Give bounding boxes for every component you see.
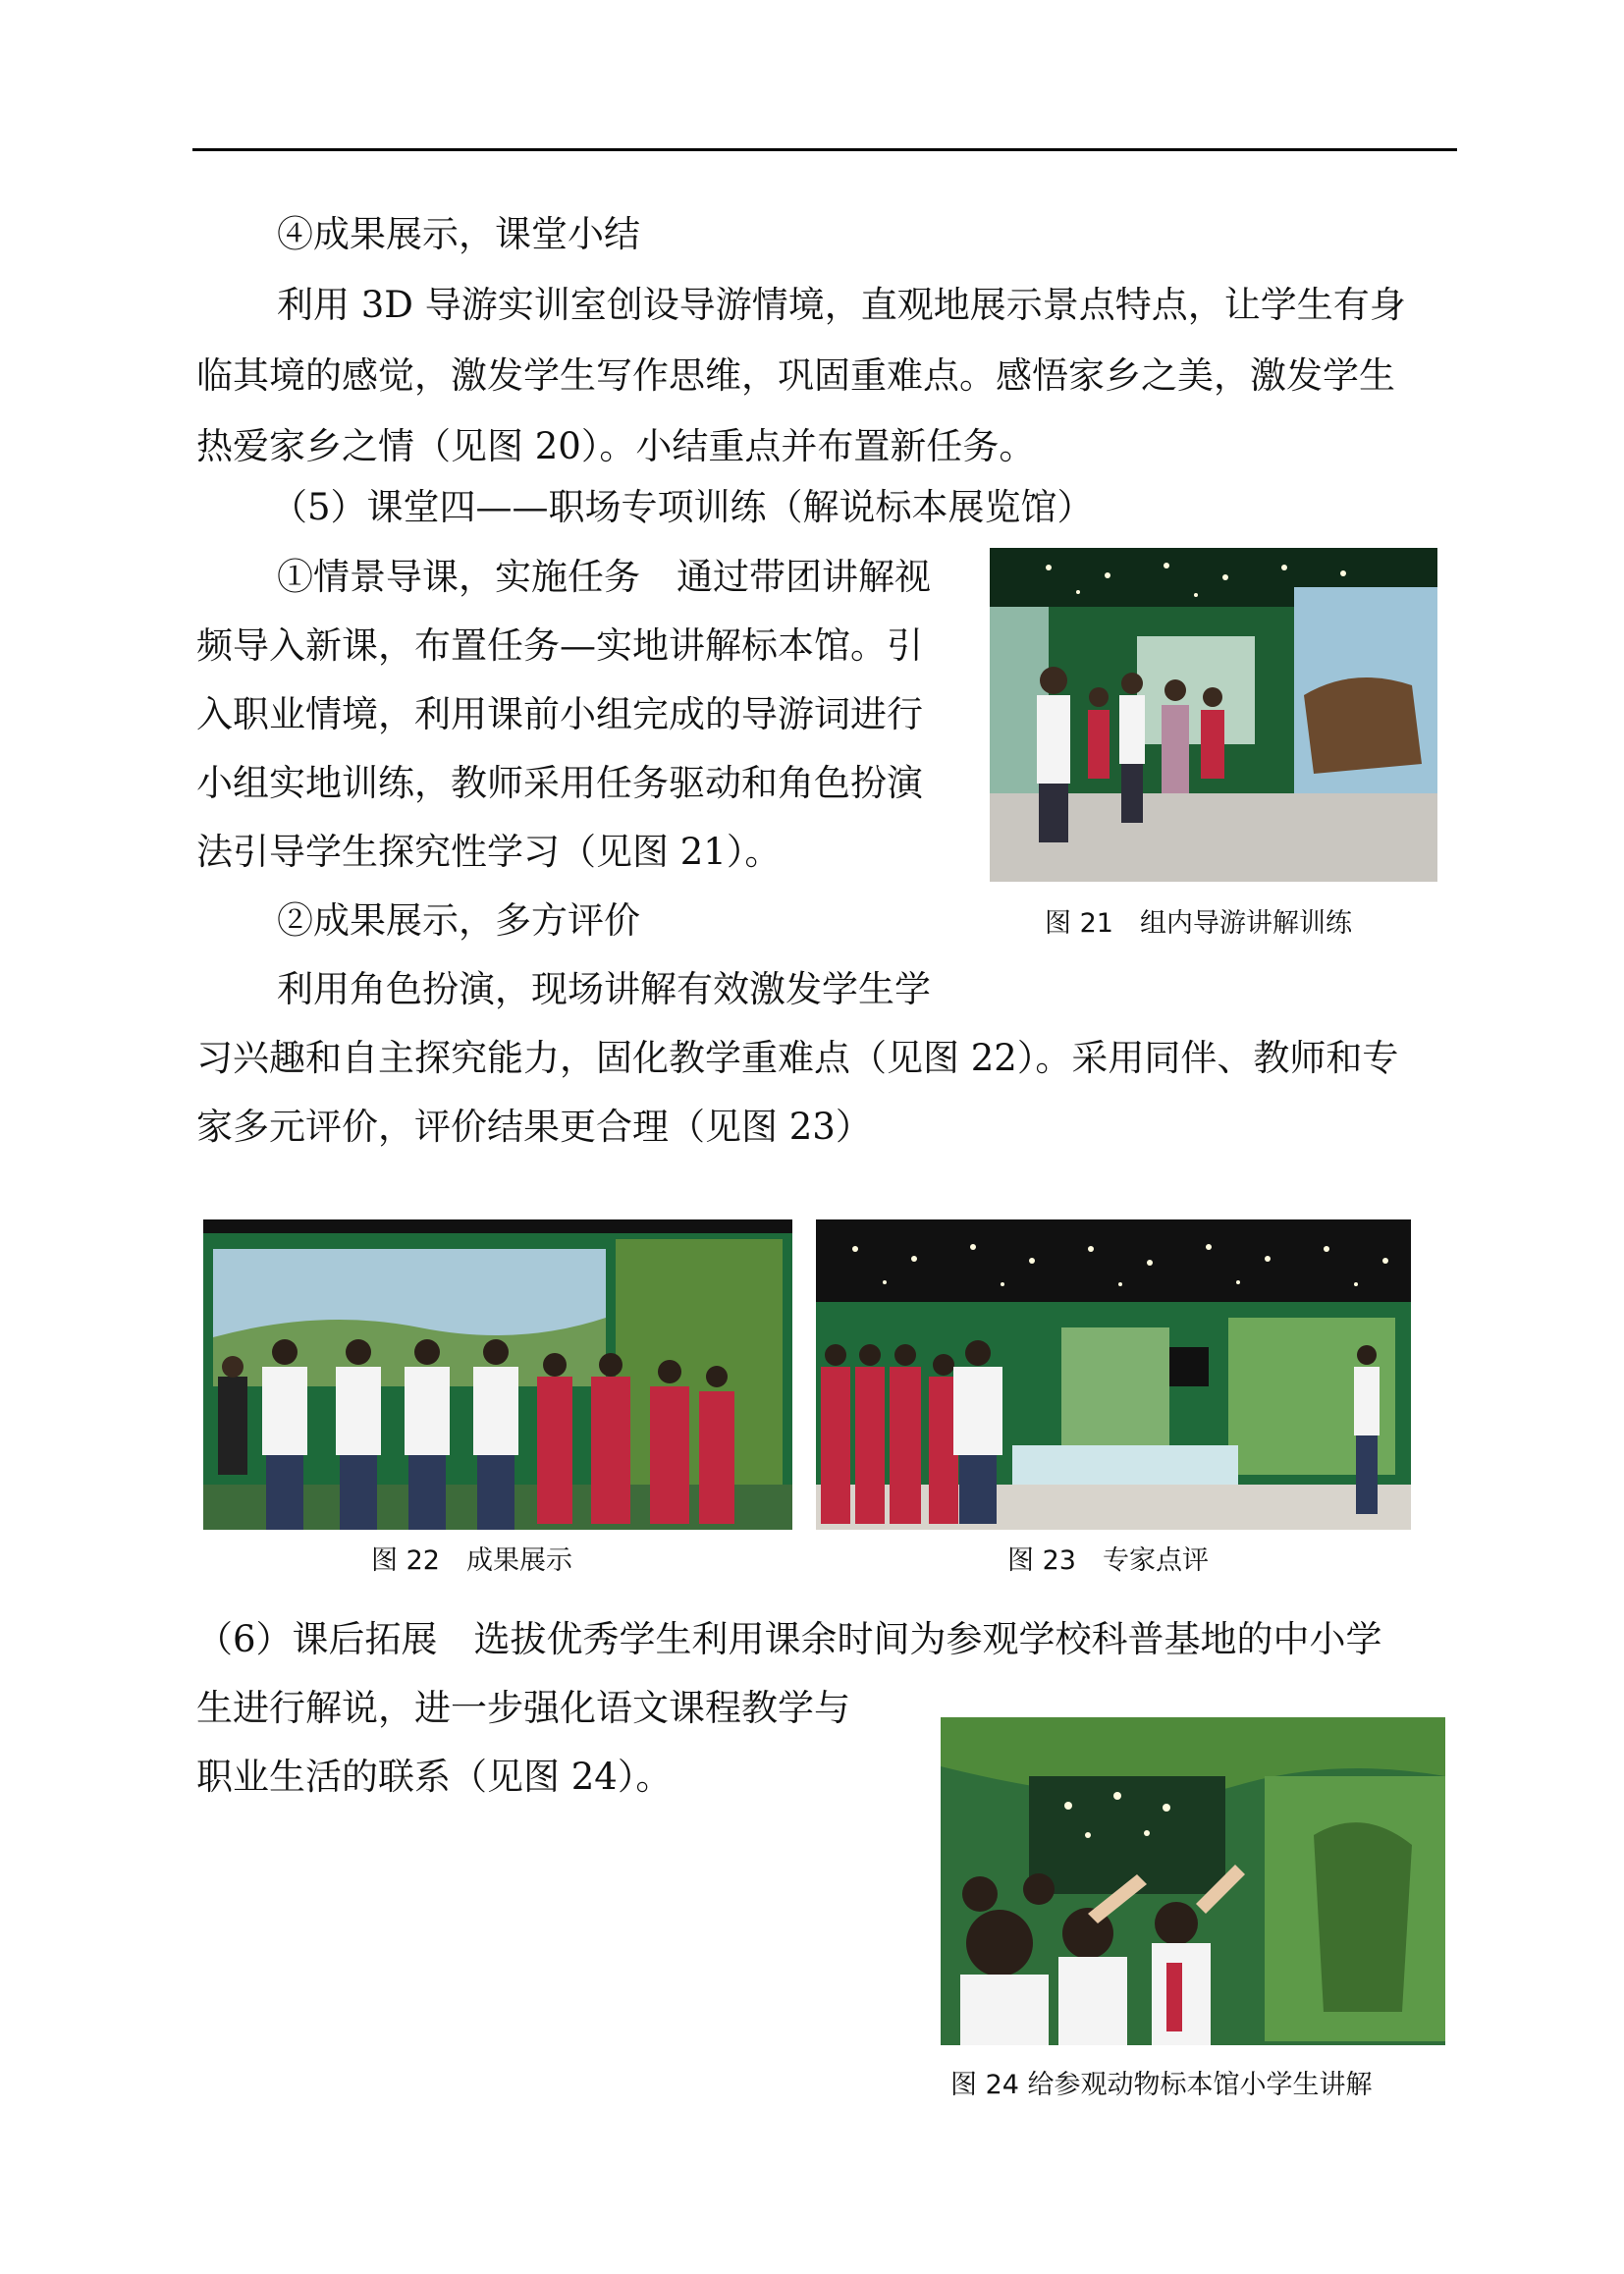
paragraph-line: 家多元评价，评价结果更合理（见图 23）: [196, 1106, 872, 1148]
heading-results-summary: ④成果展示，课堂小结: [277, 213, 640, 255]
figure-21-photo: [990, 548, 1437, 882]
paragraph-line: 热爱家乡之情（见图 20）。小结重点并布置新任务。: [196, 425, 1036, 467]
paragraph-line: 习兴趣和自主探究能力，固化教学重难点（见图 22）。采用同伴、教师和专: [196, 1037, 1399, 1079]
figure-24-caption: 图 24 给参观动物标本馆小学生讲解: [950, 2070, 1373, 2100]
paragraph-line: 利用 3D 导游实训室创设导游情境，直观地展示景点特点，让学生有身: [277, 284, 1406, 326]
paragraph-line: 入职业情境，利用课前小组完成的导游词进行: [196, 693, 923, 735]
paragraph-line: 小组实地训练，教师采用任务驱动和角色扮演: [196, 762, 923, 804]
header-rule: [192, 148, 1457, 151]
paragraph-line: （6）课后拓展 选拔优秀学生利用课余时间为参观学校科普基地的中小学: [196, 1618, 1382, 1660]
paragraph-line: 频导入新课，布置任务—实地讲解标本馆。引: [196, 624, 923, 667]
paragraph-line: ①情景导课，实施任务 通过带团讲解视: [277, 556, 931, 598]
figure-22-caption: 图 22 成果展示: [371, 1545, 572, 1576]
paragraph-line: 职业生活的联系（见图 24）。: [196, 1756, 673, 1798]
paragraph-line: 生进行解说，进一步强化语文课程教学与: [196, 1687, 850, 1729]
paragraph-line: 法引导学生探究性学习（见图 21）。: [196, 831, 782, 873]
figure-24-photo: [941, 1717, 1445, 2045]
paragraph-line: 临其境的感觉，激发学生写作思维，巩固重难点。感悟家乡之美，激发学生: [196, 354, 1395, 397]
figure-23-photo: [816, 1219, 1411, 1530]
figure-22-photo: [203, 1219, 792, 1530]
paragraph-line: 利用角色扮演，现场讲解有效激发学生学: [277, 968, 931, 1010]
heading-results-evaluation: ②成果展示，多方评价: [277, 899, 640, 942]
figure-23-caption: 图 23 专家点评: [1007, 1545, 1209, 1576]
section-heading-class-four: （5）课堂四——职场专项训练（解说标本展览馆）: [271, 486, 1094, 528]
figure-21-caption: 图 21 组内导游讲解训练: [1045, 908, 1352, 939]
